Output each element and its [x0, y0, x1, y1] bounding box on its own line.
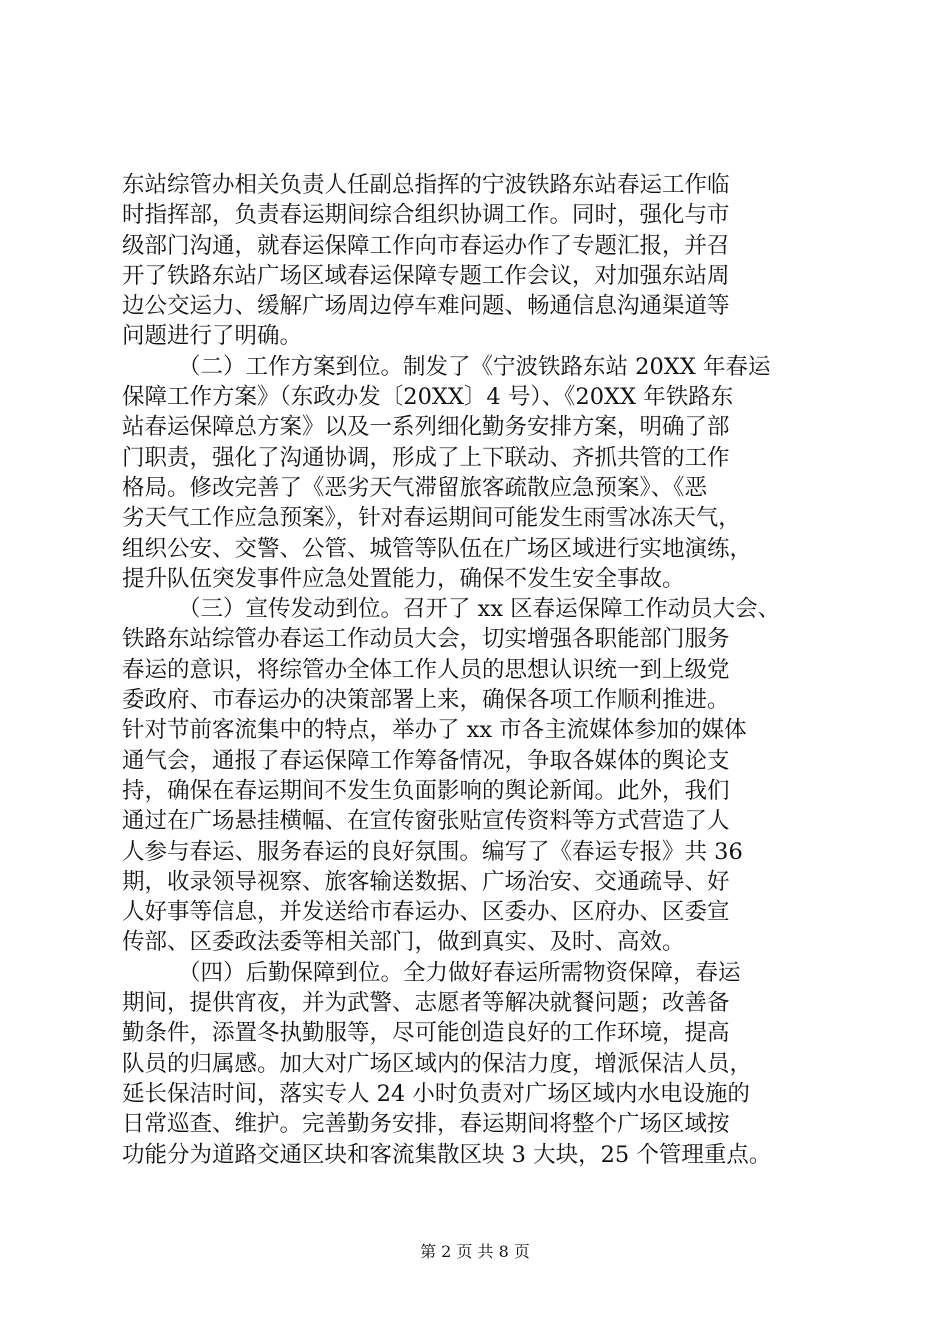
text-line: 劣天气工作应急预案》，针对春运期间可能发生雨雪冰冻天气， — [122, 505, 741, 532]
text-line: 门职责，强化了沟通协调，形成了上下联动、齐抓共管的工作 — [122, 444, 730, 471]
text-line: 延长保洁时间，落实专人 24 小时负责对广场区域内水电设施的 — [122, 1080, 750, 1107]
paragraph-first-line: （三）宣传发动到位。召开了 xx 区春运保障工作动员大会、 — [178, 596, 781, 623]
text-line: 春运的意识，将综管办全体工作人员的思想认识统一到上级党 — [122, 656, 730, 683]
text-line: 日常巡查、维护。完善勤务安排，春运期间将整个广场区域按 — [122, 1111, 730, 1138]
text-line: 时指挥部，负责春运期间综合组织协调工作。同时，强化与市 — [122, 202, 730, 229]
text-line: 传部、区委政法委等相关部门，做到真实、及时、高效。 — [122, 929, 685, 956]
text-line: 问题进行了明确。 — [122, 323, 303, 350]
text-line: 人好事等信息，并发送给市春运办、区委办、区府办、区委宣 — [122, 899, 730, 926]
text-line: 提升队伍突发事件应急处置能力，确保不发生安全事故。 — [122, 565, 685, 592]
text-line: 期间，提供宵夜，并为武警、志愿者等解决就餐问题；改善备 — [122, 990, 730, 1017]
paragraph-first-line: （二）工作方案到位。制发了《宁波铁路东站 20XX 年春运 — [178, 353, 771, 380]
text-line: 开了铁路东站广场区域春运保障专题工作会议，对加强东站周 — [122, 262, 730, 289]
text-line: 站春运保障总方案》以及一系列细化勤务安排方案，明确了部 — [122, 414, 730, 441]
text-line: 铁路东站综管办春运工作动员大会，切实增强各职能部门服务 — [122, 626, 730, 653]
body-text — [122, 170, 842, 1170]
page-footer: 第 2 页 共 8 页 — [420, 1242, 530, 1261]
text-line: 东站综管办相关负责人任副总指挥的宁波铁路东站春运工作临 — [122, 172, 730, 198]
text-line: 通气会，通报了春运保障工作筹备情况，争取各媒体的舆论支 — [122, 747, 730, 774]
text-line: 通过在广场悬挂横幅、在宣传窗张贴宣传资料等方式营造了人 — [122, 808, 730, 835]
text-line: 持，确保在春运期间不发生负面影响的舆论新闻。此外，我们 — [122, 777, 730, 804]
text-line: 格局。修改完善了《恶劣天气滞留旅客疏散应急预案》、《恶 — [122, 474, 708, 501]
text-line: 委政府、市春运办的决策部署上来，确保各项工作顺利推进。 — [122, 687, 730, 714]
text-line: 保障工作方案》（东政办发〔20XX〕4 号）、《20XX 年铁路东 — [122, 384, 734, 411]
paragraph-first-line: （四）后勤保障到位。全力做好春运所需物资保障，春运 — [178, 959, 741, 986]
text-line: 组织公安、交警、公管、城管等队伍在广场区域进行实地演练， — [122, 535, 753, 562]
text-line: 勤条件，添置冬执勤服等，尽可能创造良好的工作环境，提高 — [122, 1020, 730, 1047]
text-line: 针对节前客流集中的特点，举办了 xx 市各主流媒体参加的媒体 — [122, 717, 747, 744]
text-line: 级部门沟通，就春运保障工作向市春运办作了专题汇报，并召 — [122, 232, 730, 259]
text-line: 功能分为道路交通区块和客流集散区块 3 大块，25 个管理重点。 — [122, 1141, 772, 1168]
text-line: 期，收录领导视察、旅客输送数据、广场治安、交通疏导、好 — [122, 868, 730, 895]
text-line: 边公交运力、缓解广场周边停车难问题、畅通信息沟通渠道等 — [122, 293, 730, 320]
text-line: 人参与春运、服务春运的良好氛围。编写了《春运专报》共 36 — [122, 838, 743, 865]
text-line: 队员的归属感。加大对广场区域内的保洁力度，增派保洁人员， — [122, 1050, 753, 1077]
